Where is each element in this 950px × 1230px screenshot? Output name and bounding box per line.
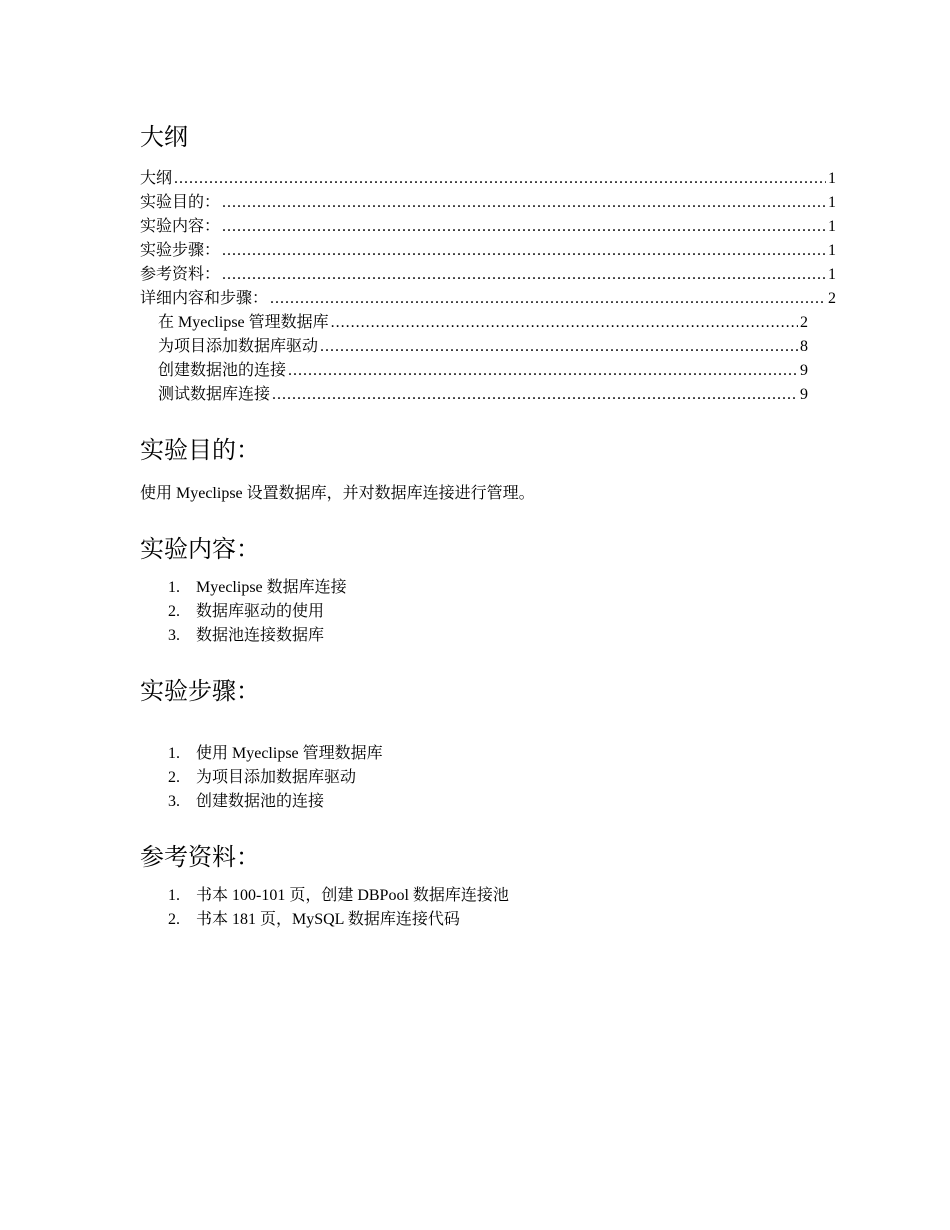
section-paragraph: 使用 Myeclipse 设置数据库，并对数据库连接进行管理。: [140, 485, 535, 502]
outline-heading: 大纲: [140, 125, 188, 151]
toc-entry-page: 2: [828, 290, 836, 307]
toc-entry-label: 在 Myeclipse 管理数据库: [158, 314, 329, 331]
list-text: 数据库驱动的使用: [196, 603, 325, 620]
list-number: 2.: [168, 769, 180, 786]
list-text: Myeclipse 数据库连接: [196, 579, 347, 596]
toc-leader-dots: [331, 311, 798, 335]
toc-entry-page: 1: [828, 242, 836, 259]
section-title: 实验内容：: [140, 537, 260, 563]
section-title: 实验目的：: [140, 438, 260, 464]
list-text: 创建数据池的连接: [196, 793, 325, 810]
list-item: [140, 742, 836, 766]
toc-leader-dots: [288, 359, 798, 383]
toc-entry-label: 测试数据库连接: [158, 386, 271, 403]
section-title: 参考资料：: [140, 845, 260, 871]
list-item: [140, 600, 836, 624]
numbered-list: [140, 742, 836, 814]
toc-entry-label: 实验内容：: [140, 218, 221, 235]
list-item: [140, 624, 836, 648]
numbered-list: [140, 884, 836, 932]
section-references: [140, 842, 836, 932]
list-text: 使用 Myeclipse 管理数据库: [196, 745, 383, 762]
list-text: 数据池连接数据库: [196, 627, 325, 644]
toc-entry-page: 9: [800, 362, 808, 379]
section-steps: [140, 676, 836, 814]
toc-entry-page: 1: [828, 170, 836, 187]
toc-entry-label: 详细内容和步骤：: [140, 290, 269, 307]
toc-leader-dots: [222, 239, 826, 263]
list-item: [140, 576, 836, 600]
toc-entry[interactable]: [140, 191, 836, 215]
toc-entry-label: 实验步骤：: [140, 242, 221, 259]
toc-leader-dots: [222, 191, 826, 215]
toc-subentry[interactable]: [140, 383, 808, 407]
toc-entry-page: 8: [800, 338, 808, 355]
table-of-contents: [140, 167, 836, 407]
toc-entry-page: 2: [800, 314, 808, 331]
list-number: 1.: [168, 887, 180, 904]
toc-subentry[interactable]: [140, 311, 808, 335]
list-item: [140, 908, 836, 932]
toc-entry-label: 实验目的：: [140, 194, 221, 211]
toc-leader-dots: [174, 167, 826, 191]
list-number: 2.: [168, 911, 180, 928]
toc-entry-page: 1: [828, 218, 836, 235]
list-text: 书本 100-101 页，创建 DBPool 数据库连接池: [196, 887, 509, 904]
list-item: [140, 884, 836, 908]
list-number: 3.: [168, 627, 180, 644]
toc-leader-dots: [222, 263, 826, 287]
toc-entry[interactable]: [140, 239, 836, 263]
list-number: 3.: [168, 793, 180, 810]
section-title: 实验步骤：: [140, 679, 260, 705]
document-content: [140, 122, 836, 932]
list-text: 书本 181 页，MySQL 数据库连接代码: [196, 911, 460, 928]
toc-entry-page: 1: [828, 266, 836, 283]
numbered-list: [140, 576, 836, 648]
toc-leader-dots: [320, 335, 798, 359]
section-purpose: [140, 435, 836, 506]
list-item: [140, 766, 836, 790]
toc-entry[interactable]: [140, 167, 836, 191]
toc-subentry[interactable]: [140, 359, 808, 383]
list-number: 1.: [168, 579, 180, 596]
toc-leader-dots: [272, 383, 798, 407]
toc-entry[interactable]: [140, 263, 836, 287]
toc-subentry[interactable]: [140, 335, 808, 359]
toc-entry-page: 1: [828, 194, 836, 211]
toc-entry[interactable]: [140, 215, 836, 239]
list-number: 1.: [168, 745, 180, 762]
toc-entry-label: 为项目添加数据库驱动: [158, 338, 319, 355]
toc-entry-label: 大纲: [140, 170, 173, 187]
list-item: [140, 790, 836, 814]
toc-entry-label: 创建数据池的连接: [158, 362, 287, 379]
list-text: 为项目添加数据库驱动: [196, 769, 357, 786]
toc-leader-dots: [270, 287, 826, 311]
toc-entry-label: 参考资料：: [140, 266, 221, 283]
list-number: 2.: [168, 603, 180, 620]
section-content: [140, 534, 836, 648]
toc-entry-page: 9: [800, 386, 808, 403]
toc-entry[interactable]: [140, 287, 836, 311]
toc-leader-dots: [222, 215, 826, 239]
